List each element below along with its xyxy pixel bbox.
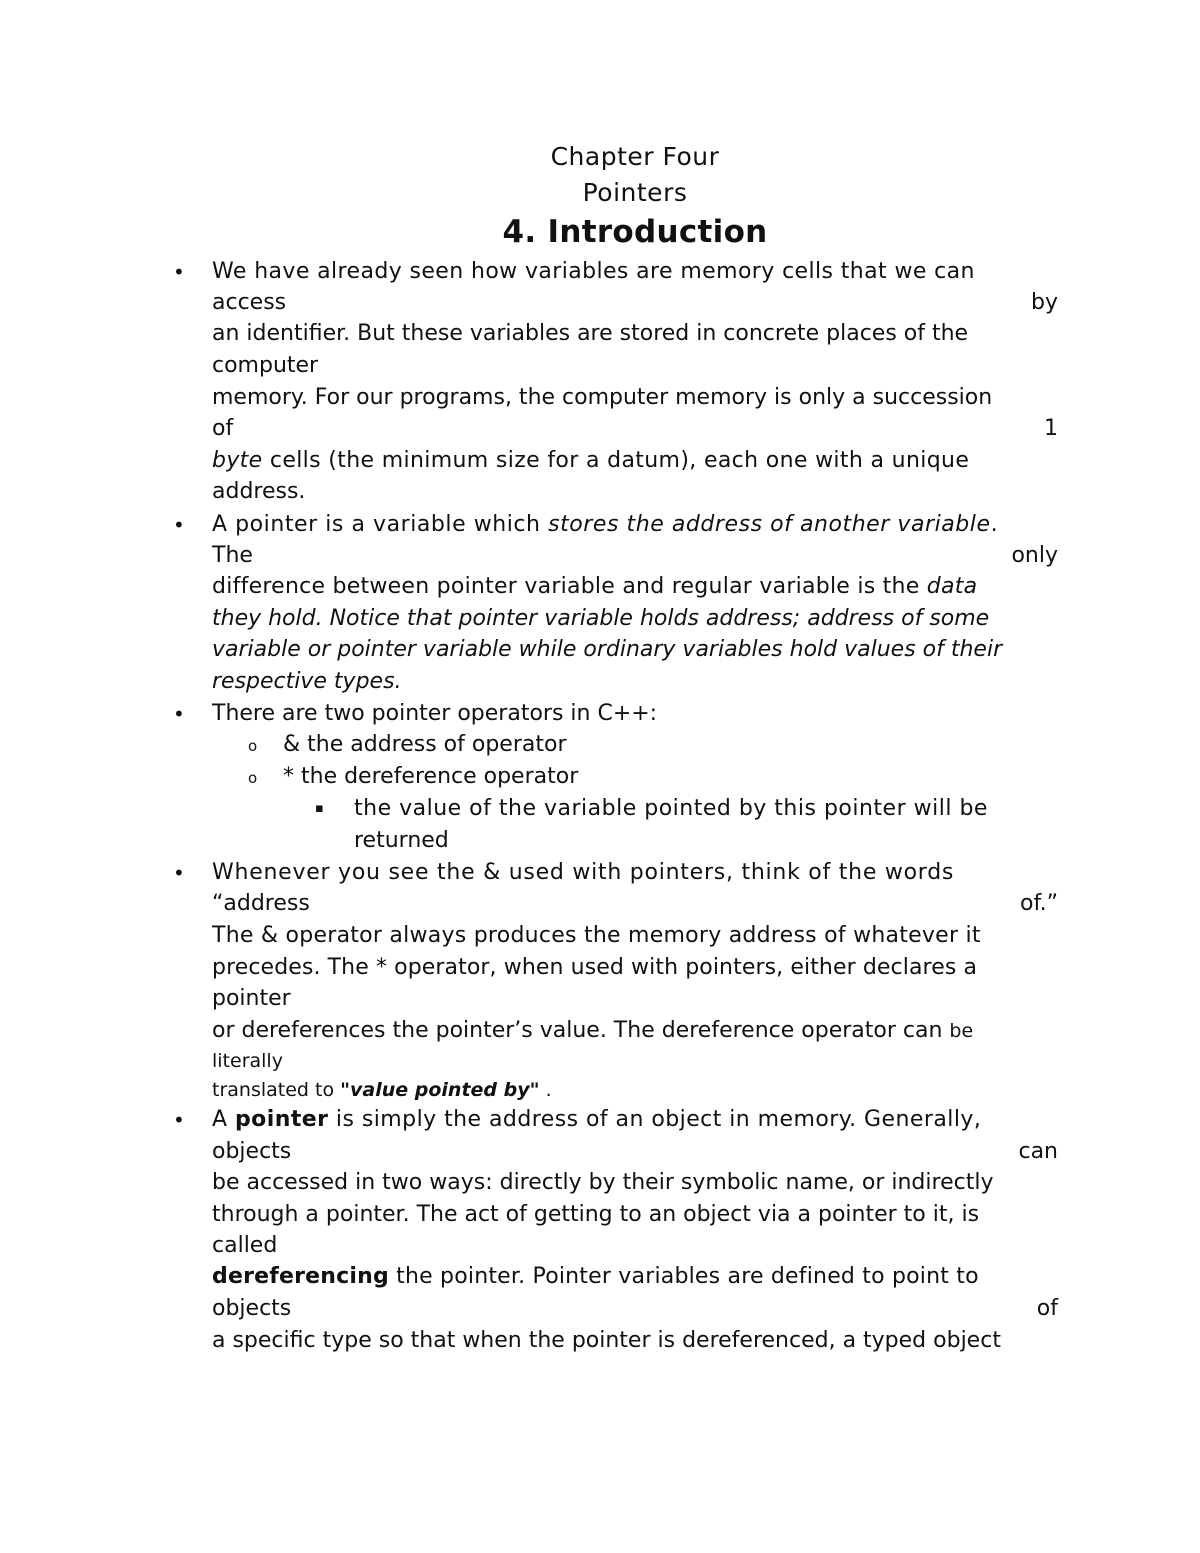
b4-line-7: literally: [212, 1050, 283, 1072]
section-heading: 4. Introduction: [502, 214, 768, 250]
bullet-icon: •: [173, 513, 185, 537]
b1-line-8: address.: [212, 479, 306, 504]
b4-line-8: [212, 1075, 1058, 1105]
text: A: [212, 1107, 235, 1132]
text-bold: dereferencing: [212, 1264, 389, 1289]
text: A pointer is a variable which: [212, 512, 549, 537]
bullet-icon: •: [173, 260, 185, 284]
text-italic: data: [926, 574, 978, 599]
b3-sub-2: * the dereference operator: [283, 764, 579, 789]
bullet-icon: •: [173, 1108, 185, 1132]
text-italic: byte: [212, 448, 263, 473]
text: or dereferences the pointer’s value. The dereference operator can: [212, 1018, 950, 1043]
b1-line-2: [212, 288, 1058, 318]
chapter-title: Chapter Four: [550, 142, 720, 171]
text: 1: [1044, 416, 1058, 441]
text: translated to: [212, 1079, 341, 1101]
bullet-icon: •: [173, 702, 185, 726]
bullet-icon: •: [173, 861, 185, 885]
b1-line-3: an identifier. But these variables are stored in concrete places of the: [212, 321, 969, 346]
text: by: [1031, 290, 1058, 315]
text: We have already seen how variables are memory cells that we can: [212, 259, 975, 284]
b5-line-6: [212, 1262, 1058, 1292]
b2-line-6: respective types.: [212, 669, 402, 694]
b3-subsub-1: the value of the variable pointed by this pointer will be: [354, 796, 988, 821]
text: of: [1036, 1296, 1058, 1321]
text: .: [990, 512, 999, 537]
b1-line-6: [212, 414, 1058, 444]
text: .: [539, 1079, 552, 1101]
b4-line-3: The & operator always produces the memory address of whatever it: [212, 923, 981, 948]
b2-line-5: variable or pointer variable while ordinary variables hold values of their: [212, 637, 1003, 662]
text: The: [212, 543, 253, 568]
text: can: [1018, 1139, 1058, 1164]
square-bullet-icon: ▪: [315, 801, 324, 816]
b2-line-3: [212, 572, 1058, 602]
b4-line-5: pointer: [212, 986, 291, 1011]
b1-line-4: computer: [212, 353, 319, 378]
b1-line-1: [212, 257, 1058, 287]
b5-line-1: [212, 1105, 1058, 1135]
text: objects: [212, 1139, 292, 1164]
b4-line-6: [212, 1016, 1058, 1046]
text: access: [212, 290, 287, 315]
text: objects: [212, 1296, 292, 1321]
text-bold: pointer: [234, 1107, 329, 1132]
b3-line-1: There are two pointer operators in C++:: [212, 701, 658, 726]
text: difference between pointer variable and regular variable is the: [212, 574, 927, 599]
text: be: [949, 1020, 974, 1042]
b3-subsub-2: returned: [354, 828, 449, 853]
b2-line-1: [212, 510, 1058, 540]
b5-line-4: through a pointer. The act of getting to an object via a pointer to it, is: [212, 1202, 980, 1227]
b3-sub-1: & the address of operator: [283, 732, 567, 757]
text-italic: stores the address of another variable: [548, 512, 991, 537]
text: of.”: [1020, 891, 1058, 916]
sub-bullet-icon: o: [248, 769, 258, 787]
text: “address: [212, 891, 310, 916]
b4-line-4: precedes. The * operator, when used with pointers, either declares a: [212, 955, 978, 980]
sub-bullet-icon: o: [248, 737, 258, 755]
text: cells (the minimum size for a datum), each one with a unique: [262, 448, 970, 473]
chapter-subject: Pointers: [582, 178, 688, 207]
b5-line-8: a specific type so that when the pointer is dereferenced, a typed object: [212, 1328, 1001, 1353]
b4-line-2: [212, 889, 1058, 919]
text: the pointer. Pointer variables are defined to point to: [388, 1264, 979, 1289]
b2-line-4: they hold. Notice that pointer variable holds address; address of some: [212, 606, 990, 631]
b5-line-5: called: [212, 1233, 278, 1258]
b5-line-7: [212, 1294, 1058, 1324]
b2-line-2: [212, 541, 1058, 571]
text: of: [212, 416, 234, 441]
b5-line-2: [212, 1137, 1058, 1167]
b5-line-3: be accessed in two ways: directly by their symbolic name, or indirectly: [212, 1170, 994, 1195]
b1-line-7: [212, 446, 1058, 476]
b4-line-1: Whenever you see the & used with pointers, think of the words: [212, 860, 955, 885]
text: is simply the address of an object in memory. Generally,: [328, 1107, 982, 1132]
b1-line-5: memory. For our programs, the computer memory is only a succession: [212, 385, 993, 410]
text: only: [1011, 543, 1058, 568]
text-bold-italic: "value pointed by": [340, 1079, 540, 1101]
